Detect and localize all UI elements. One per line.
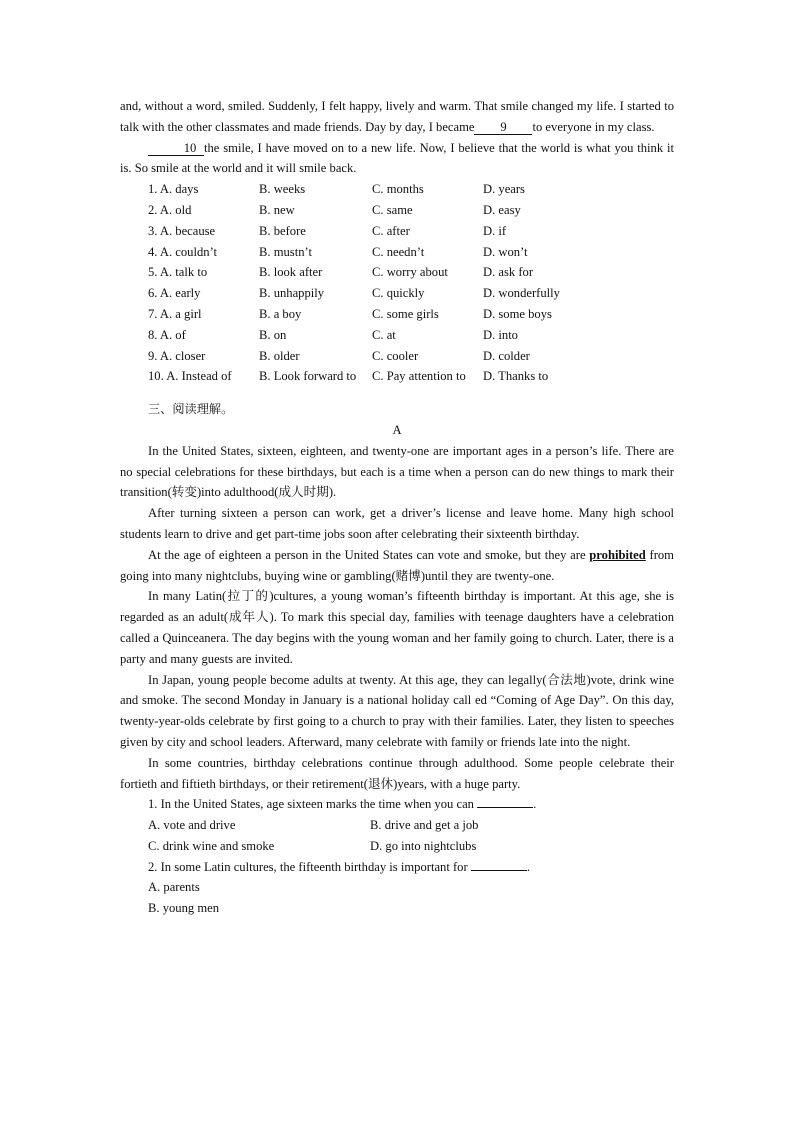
question-2: 2. In some Latin cultures, the fifteenth birthday is important for . [148, 859, 530, 874]
option-a[interactable]: 4. A. couldn’t [148, 244, 218, 259]
option-b[interactable]: B. look after [259, 265, 323, 280]
option-d[interactable]: D. colder [483, 348, 530, 363]
answer-blank-10[interactable]: 10 [148, 141, 204, 156]
option-d[interactable]: D. easy [483, 202, 521, 217]
option-d[interactable]: D. wonderfully [483, 286, 560, 301]
reading-paragraph-1: In the United States, sixteen, eighteen, and twenty-one are important ages in a person’s life. There are no special celebrations for these birthdays, but each is a time when a person can do new things to mark their transition(转变)into adulthood(成人时期). [120, 443, 674, 500]
option-c[interactable]: C. needn’t [372, 244, 425, 259]
option-c[interactable]: C. cooler [372, 348, 419, 363]
worksheet-page [120, 96, 674, 919]
option-b[interactable]: B. mustn’t [259, 244, 312, 259]
reading-text: At the age of eighteen a person in the United States can vote and smoke, but they are [148, 547, 586, 562]
option-b[interactable]: B. Look forward to [259, 369, 357, 384]
option-row [120, 179, 674, 200]
option-c[interactable]: C. quickly [372, 286, 425, 301]
cloze-text: the smile, I have moved on to a new life. Now, I believe that the world is what you think it is. So smile at the world and it will smile back. [120, 140, 674, 176]
option-a[interactable]: 3. A. because [148, 223, 216, 238]
option-c[interactable]: C. worry about [372, 265, 448, 280]
option-d[interactable]: D. into [483, 327, 518, 342]
cloze-text: to everyone in my class. [532, 119, 655, 134]
option-b[interactable]: B. weeks [259, 182, 306, 197]
option-c[interactable]: C. at [372, 327, 396, 342]
question-1-options-row [120, 836, 674, 857]
option-a[interactable]: 7. A. a girl [148, 306, 202, 321]
cloze-paragraph-2 [120, 138, 674, 180]
cloze-paragraph-1 [120, 96, 674, 138]
answer-blank-q1[interactable] [477, 807, 533, 808]
option-row [120, 221, 674, 242]
option-row [120, 242, 674, 263]
option-row [120, 325, 674, 346]
reading-paragraph-6: In some countries, birthday celebrations continue through adulthood. Some people celebrate their fortieth and fiftieth birthdays, or their retirement(退休)years, with a huge party. [120, 755, 674, 791]
reading-text: from going into many nightclubs, buying wine or gambling(赌博)until they are twenty-one. [120, 547, 674, 583]
option-b[interactable]: B. drive and get a job [370, 818, 479, 833]
question-stem: 2. In some Latin cultures, the fifteenth birthday is important for [148, 859, 468, 874]
option-b[interactable]: B. on [259, 327, 287, 342]
option-d[interactable]: D. Thanks to [483, 369, 549, 384]
option-c[interactable]: C. after [372, 223, 410, 238]
reading-paragraph-5: In Japan, young people become adults at twenty. At this age, they can legally(合法地)vote, drink wine and smoke. The second Monday in January is a national holiday call ed “Coming of Age Day”. On this day, twenty-year-olds celebrate by first going to a church to pray with their families. Later, they listen to speeches given by city and school leaders. Afterward, many celebrate with family or friends late into the night. [120, 672, 674, 749]
option-b[interactable]: B. older [259, 348, 300, 363]
section-title: 三、阅读理解。 [148, 402, 234, 417]
option-a[interactable]: 9. A. closer [148, 348, 206, 363]
passage-label: A [392, 422, 402, 437]
option-a[interactable]: 10. A. Instead of [148, 369, 232, 384]
option-row [120, 366, 674, 387]
cloze-text: and, without a word, smiled. Suddenly, I felt happy, lively and warm. That smile changed my life. I started to talk with the other classmates and made friends. Day by day, I became [120, 99, 674, 134]
option-c[interactable]: C. months [372, 182, 424, 197]
answer-blank-9[interactable]: 9 [474, 120, 532, 135]
option-a[interactable]: 8. A. of [148, 327, 186, 342]
option-c[interactable]: C. Pay attention to [372, 369, 466, 384]
option-row [120, 262, 674, 283]
option-a[interactable]: 2. A. old [148, 202, 192, 217]
option-a[interactable]: 5. A. talk to [148, 265, 208, 280]
option-b[interactable]: B. new [259, 202, 295, 217]
option-d[interactable]: D. some boys [483, 306, 552, 321]
option-d[interactable]: D. if [483, 223, 507, 238]
option-d[interactable]: D. won’t [483, 244, 528, 259]
option-b[interactable]: B. a boy [259, 306, 302, 321]
cloze-options-list [120, 179, 674, 387]
option-b[interactable]: B. unhappily [259, 286, 325, 301]
reading-paragraph-4: In many Latin(拉丁的)cultures, a young woman’s fifteenth birthday is important. At this age, she is regarded as an adult(成年人). To mark this special day, families with teenage daughters have a celebration called a Quinceanera. The day begins with the young woman and her family going to church. Later, there is a party and many guests are invited. [120, 589, 674, 666]
option-c[interactable]: C. drink wine and smoke [148, 838, 275, 853]
keyword-prohibited: prohibited [589, 547, 646, 562]
option-b[interactable]: B. young men [148, 901, 220, 916]
question-stem: 1. In the United States, age sixteen marks the time when you can [148, 797, 474, 812]
option-d[interactable]: D. go into nightclubs [370, 838, 477, 853]
reading-paragraph-3 [120, 545, 674, 587]
option-b[interactable]: B. before [259, 223, 306, 238]
option-c[interactable]: C. some girls [372, 306, 439, 321]
option-row [120, 346, 674, 367]
option-d[interactable]: D. ask for [483, 265, 534, 280]
option-a[interactable]: 6. A. early [148, 286, 201, 301]
option-d[interactable]: D. years [483, 182, 525, 197]
option-a[interactable]: A. vote and drive [148, 818, 236, 833]
option-a[interactable]: 1. A. days [148, 182, 199, 197]
option-row [120, 304, 674, 325]
option-c[interactable]: C. same [372, 202, 413, 217]
answer-blank-q2[interactable] [471, 870, 527, 871]
reading-paragraph-2: After turning sixteen a person can work, get a driver’s license and leave home. Many high school students learn to drive and get part-time jobs soon after celebrating their sixteenth birthday. [120, 506, 674, 541]
question-1-options-row [120, 815, 674, 836]
option-row [120, 283, 674, 304]
option-row [120, 200, 674, 221]
option-a[interactable]: A. parents [148, 880, 200, 895]
question-1: 1. In the United States, age sixteen marks the time when you can . [148, 797, 537, 812]
